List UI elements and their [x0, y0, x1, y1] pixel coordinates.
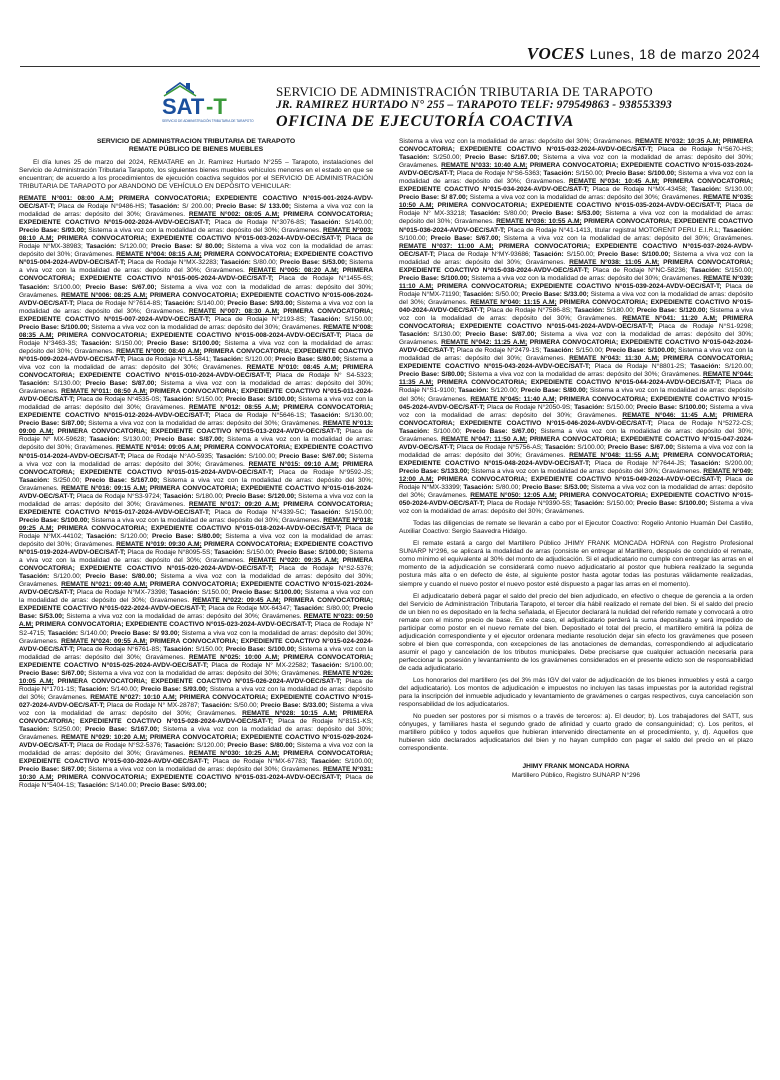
masthead	[527, 44, 760, 64]
notice-intro: El día lunes 25 de marzo del 2024, REMATARE en Jr. Ramírez Hurtado N°255 – Tarapoto, instalaciones del Servicio de Administración Tributaria Tarapoto, los siguientes bienes muebles vehículos menores en el estado en que se encuentran; de acuerdo a los procedimientos de ejecución coactiva seguidos por el SERVICIO DE ADMINISTRACIÓN TRIBUTARIA DE TARAPOTO por ABANDONO DE VEHÍCULO EN DEPÓSITO VEHICULAR:	[19, 158, 373, 190]
sat-t-logo	[160, 80, 278, 126]
org-address: JR. RAMIREZ HURTADO N° 255 – TARAPOTO TELF: 979549863 - 938553393	[276, 99, 672, 111]
notice-title-line1: SERVICIO DE ADMINISTRACIÓN TRIBUTARIA DE TARAPOTO	[96, 138, 296, 145]
org-name: SERVICIO DE ADMINISTRACIÓN TRIBUTARIA DE TARAPOTO	[276, 84, 653, 99]
honorarios-paragraph: Los honorarios del martillero (es del 3% más IGV del valor de adjudicación de los bienes inmuebles y está a cargo del adjudicatario). Los montos de adjudicación e impuestos no incluyen las tasas impuestas por la autoridad registral para la inscripción del inmueble adjudicado y levantamiento de gravámenes o cargas respectivos, cuya cancelación son responsabilidad de los adjudicatarios.	[399, 677, 753, 709]
signature-block	[399, 763, 753, 779]
notice-column-left	[19, 138, 373, 1073]
notice-title	[19, 138, 373, 155]
remates-list-part1: REMATE N°001: 08:00 A.M; PRIMERA CONVOCATORIA; EXPEDIENTE COACTIVO N°015-001-2024-AVDV-OEC/SAT-T; Placa de Rodaje N°9486-HS; Tasación: S/ 200.00; Precio Base: S/ 133.00; Sistema a viva voz con la modalidad de arras: depósito del 30%; Gravámenes. REMATE N°002: 08:05 A.M; PRIMERA CONVOCATORIA; EXPEDIENTE COACTIVO N°015-002-2024-AVDV-OEC/SAT-T; Placa de Rodaje N°3076-8S; Tasación: S/140.00; Precio Base: S/93.00; Sistema a viva voz con la modalidad de arras: depósito del 30%; Gravámenes. REMATE N°003: 08:10 A.M; PRIMERA CONVOCATORIA; EXPEDIENTE COACTIVO N°015-003-2024-AVDV-OEC/SAT-T; Placa de Rodaje N°MX-38983; Tasación: S/120.00; Precio Base: S/ 80.00; Sistema a viva voz con la modalidad de arras: depósito del 30%; Gravámenes. REMATE N°004: 08:15 A.M; PRIMERA CONVOCATORIA; EXPEDIENTE COACTIVO N°015-004-2024-AVDV-OEC/SAT-T; Placa de Rodaje N°MX-32283; Tasación: S/80.00; Precio Base: S/53.00; Sistema a viva voz con la modalidad de arras: depósito del 30%; Gravámenes. REMATE N°005: 08:20 A.M; PRIMERA CONVOCATORIA; EXPEDIENTE COACTIVO N°015-005-2024-AVDV-OEC/SAT-T; Placa de Rodaje N°1455-6S; Tasación: S/100.00; Precio Base: S/67.00; Sistema a viva voz con la modalidad de arras: depósito del 30%; Gravámenes. REMATE N°006: 08:25 A.M; PRIMERA CONVOCATORIA; EXPEDIENTE COACTIVO N°015-006-2024-AVDV-OEC/SAT-T; Placa de Rodaje N°7614-8S; Tasación: S/140.00; Precio Base: S/93.00; Sistema a viva voz con la modalidad de arras: depósito del 30%; Gravámenes. REMATE N°007: 08:30 A.M; PRIMERA CONVOCATORIA; EXPEDIENTE COACTIVO N°015-007-2024-AVDV-OEC/SAT-T; Placa de Rodaje N°2193-8S; Tasación: S/150.00; Precio Base: S/100.00; Sistema a viva voz con la modalidad de arras: depósito del 30%; Gravámenes. REMATE N°008: 08:35 A.M; PRIMERA CONVOCATORIA; EXPEDIENTE COACTIVO N°015-008-2024-AVDV-OEC/SAT-T; Placa de Rodaje N°3463-3S; Tasación: S/150.00; Precio Base: S/100.00; Sistema a viva voz con la modalidad de arras: depósito del 30%; Gravámenes. REMATE N°009: 08:40 A.M; PRIMERA CONVOCATORIA; EXPEDIENTE COACTIVO N°015-009-2024-AVDV-OEC/SAT-T; Placa de Rodaje N°L1-5841; Tasación: S/120.00; Precio Base: S/80.00; Sistema a viva voz con la modalidad de arras: depósito del 30%; Gravámenes. REMATE N°010: 08:45 A.M; PRIMERA CONVOCATORIA; EXPEDIENTE COACTIVO N°015-010-2024-AVDV-OEC/SAT-T; Placa de Rodaje N° S4-5323; Tasación: S/130.00; Precio Base: S/87.00; Sistema a viva voz con la modalidad de arras: depósito del 30%; Gravámenes. REMATE N°011: 08:50 A.M; PRIMERA CONVOCATORIA; EXPEDIENTE COACTIVO N°015-011-2024-AVDV-OEC/SAT-T; Placa de Rodaje N°4535-0S; Tasación: S/150.00; Precio Base: S/100.00; Sistema a viva voz con la modalidad de arras: depósito del 30%; Gravámenes. REMATE N°012: 08:55 A.M; PRIMERA CONVOCATORIA; EXPEDIENTE COACTIVO N°015-012-2024-AVDV-OEC/SAT-T; Placa de Rodaje N°5646-1S; Tasación: S/130.00; Precio Base: S/87.00; Sistema a viva voz con la modalidad de arras: depósito del 30%; Gravámenes. REMATE N°013: 09:00 A.M; PRIMERA CONVOCATORIA; EXPEDIENTE COACTIVO N°015-013-2024-AVDV-OEC/SAT-T; Placa de Rodaje N° MX-59628; Tasación: S/130.00; Precio Base: S/87.00; Sistema a viva voz con la modalidad de arras: depósito del 30%; Gravámenes. REMATE N°014: 09:05 A.M; PRIMERA CONVOCATORIA; EXPEDIENTE COACTIVO N°015-014-2024-AVDV-OEC/SAT-T; Placa de Rodaje N°A0-5935; Tasación: S/100.00; Precio Base: S/67.00; Sistema a viva voz con la modalidad de arras: depósito del 30%; Gravámenes. REMATE N°015: 09:10 A.M; PRIMERA CONVOCATORIA; EXPEDIENTE COACTIVO N°015-015-2024-AVDV-OEC/SAT-T; Placa de Rodaje N°9592-JS; Tasación: S/250.00; Precio Base: S/167.00; Sistema a viva voz con la modalidad de arras: depósito del 30%; Gravámenes. REMATE N°016: 09:15 A.M; PRIMERA CONVOCATORIA; EXPEDIENTE COACTIVO N°015-016-2024-AVDV-OEC/SAT-T; Placa de Rodaje N°S3-9724; Tasación: S/180.00; Precio Base: S/120.00; Sistema a viva voz con la modalidad de arras: depósito del 30%; Gravámenes. REMATE N°017: 09:20 A.M; PRIMERA CONVOCATORIA; EXPEDIENTE COACTIVO N°015-017-2024-AVDV-OEC/SAT-T; Placa de Rodaje N°4339-5C; Tasación: S/150.00; Precio Base: S/100.00; Sistema a viva voz con la modalidad de arras: depósito del 30%; Gravámenes. REMATE N°018: 09:25 A.M; PRIMERA CONVOCATORIA; EXPEDIENTE COACTIVO N°015-018-2024-AVDV-OEC/SAT-T; Placa de Rodaje N°MX-44102; Tasación: S/120.00; Precio Base: S/80.00; Sistema a viva voz con la modalidad de arras: depósito del 30%; Gravámenes. REMATE N°019: 09:30 A.M; PRIMERA CONVOCATORIA; EXPEDIENTE COACTIVO N°015-019-2024-AVDV-OEC/SAT-T; Placa de Rodaje N°8095-5S; Tasación: S/150.00; Precio Base: S/100.00; Sistema a viva voz con la modalidad de arras: depósito del 30%; Gravámenes. REMATE N°020: 09:35 A.M; PRIMERA CONVOCATORIA; EXPEDIENTE COACTIVO N°015-020-2024-AVDV-OEC/SAT-T; Placa de Rodaje N°S2-5376; Tasación: S/120.00; Precio Base: S/80.00; Sistema a viva voz con la modalidad de arras: depósito del 30%; Gravámenes. REMATE N°021: 09:40 A.M; PRIMERA CONVOCATORIA; EXPEDIENTE COACTIVO N°015-021-2024-AVDV-OEC/SAT-T; Placa de Rodaje N°MX-73398; Tasación: S/150.00; Precio Base: S/100.00; Sistema a viva voz con la modalidad de arras: depósito del 30%; Gravámenes. REMATE N°022: 09:45 A.M; PRIMERA CONVOCATORIA; EXPEDIENTE COACTIVO N°015-022-2024-AVDV-OEC/SAT-T; Placa de Rodaje MX-64347; Tasación: S/80.00; Precio Base: S/53.00; Sistema a viva voz con la modalidad de arras: depósito del 30%; Gravámenes. REMATE N°023: 09:50 A.M; PRIMERA CONVOCATORIA; EXPEDIENTE COACTIVO N°015-023-2024-AVDV-OEC/SAT-T; Placa de Rodaje N° S2-4715; Tasación: S/140.00; Precio Base: S/ 93.00; Sistema a viva voz con la modalidad de arras: depósito del 30%; Gravámenes. REMATE N°024: 09:55 A.M; PRIMERA CONVOCATORIA; EXPEDIENTE COACTIVO N°015-024-2024-AVDV-OEC/SAT-T; Placa de Rodaje N°6761-8S; Tasación: S/150.00; Precio Base: S/100.00; Sistema a viva voz con la modalidad de arras: depósito del 30%; Gravámenes. REMATE N°025: 10:00 A.M; PRIMERA CONVOCATORIA; EXPEDIENTE COACTIVO N°015-025-2024-AVDV-OEC/SAT-T; Placa de Rodaje N° MX-22582; Tasación: S/100.00; Precio Base: S/67.00; Sistema a viva voz con la modalidad de arras: depósito del 30%; Gravámenes. REMATE N°026: 10:05 A.M; PRIMERA CONVOCATORIA; EXPEDIENTE COACTIVO N°015-026-2024-AVDV-OEC/SAT-T; Placa de Rodaje N°1701-1S; Tasación: S/140.00; Precio Base: S/93.00; Sistema a viva voz con la modalidad de arras: depósito del 30%; Gravámenes. REMATE N°027: 10:10 A.M; PRIMERA CONVOCATORIA; EXPEDIENTE COACTIVO N°015-027-2024-AVDV-OEC/SAT-T; Placa de Rodaje N° MX-28787; Tasación: S/50.00; Precio Base: S/33.00; Sistema a viva voz con la modalidad de arras: depósito del 30%; Gravámenes. REMATE N°028: 10:15 A.M; PRIMERA CONVOCATORIA; EXPEDIENTE COACTIVO N°015-028-2024-AVDV-OEC/SAT-T; Placa de Rodaje N°8151-KS; Tasación: S/250.00; Precio Base: S/167.00; Sistema a viva voz con la modalidad de arras: depósito del 30%; Gravámenes. REMATE N°029: 10:20 A.M; PRIMERA CONVOCATORIA; EXPEDIENTE COACTIVO N°015-029-2024-AVDV-OEC/SAT-T; Placa de Rodaje N°S2-5376; Tasación: S/120.00; Precio Base: S/80.00; Sistema a viva voz con la modalidad de arras: depósito del 30%; Gravámenes. REMATE N°030: 10:25 A.M; PRIMERA CONVOCATORIA; EXPEDIENTE COACTIVO N°015-030-2024-AVDV-OEC/SAT-T; Placa de Rodaje N°MX-67783; Tasación: S/100.00; Precio Base: S/67.00; Sistema a viva voz con la modalidad de arras: depósito del 30%; Gravámenes. REMATE N°031: 10:30 A.M; PRIMERA CONVOCATORIA; EXPEDIENTE COACTIVO N°015-031-2024-AVDV-OEC/SAT-T; Placa de Rodaje N°5404-1S; Tasación: S/140.00; Precio Base: S/93.00;	[19, 195, 373, 790]
office-title: OFICINA DE EJECUTORÍA COACTIVA	[276, 113, 574, 130]
signature-role: Martillero Público, Registro SUNARP N°296	[511, 771, 641, 779]
masthead-rule	[20, 66, 760, 67]
postores-paragraph: No pueden ser postores por si mismos o a través de terceros: a). El deudor; b). Los trabajadores del SATT, sus cónyuges, y familiares hasta el segundo grado de afinidad y cuarto grado de consanguinidad; c). Los peritos, el martillero público y todos aquellos que hubieran intervenido directamente en el procedimiento, y, d). Aquellos que hubieren sido declarados adjudicatarios del bien y no hayan cumplido con pagar el saldo del precio en el plazo correspondiente.	[399, 713, 753, 753]
notice-title-line2: REMATE PÚBLICO DE BIENES MUEBLES	[128, 146, 264, 154]
paper-name: VOCES	[526, 44, 585, 63]
top-margin	[20, 6, 765, 44]
martillero-paragraph: El remate estará a cargo del Martillero Público JHIMY FRANK MONCADA HORNA con Registro Profesional SUNARP N°296, se aplicará la modalidad de arras (consiste en entregar al Martillero, después de concluido el remate, como mínimo el equivalente al 30% del monto de adjudicación. Si el adjudicatario no cumple con entregar las arras en el momento de la adjudicación se considerará como nuevo adjudicatario al postor que hubiera realizado la segunda postura más alta o en defecto de éste, al siguiente postor hasta agotar todas las posturas válidamente realizadas, siempre y cuando el nuevo postor el nuevo postor esté dispuesto a pagar las arras en el momento).	[399, 540, 753, 588]
svg-text:SAT: SAT	[162, 94, 205, 119]
diligencias-paragraph: Todas las diligencias de remate se llevarán a cabo por el Ejecutor Coactivo: Rogelio Antonio Huamán Del Castillo, Auxiliar Coactivo: Sergio Saavedra Hidalgo.	[399, 520, 753, 536]
adjudicatario-paragraph: El adjudicatario deberá pagar el saldo del precio del bien adjudicado, en efectivo o cheque de gerencia a la orden del Servicio de Administración Tributaria Tarapoto, el tercer día hábil realizado el remate del bien. Si el saldo del precio de un bien no es depositado en la fecha señalada, el Ejecutor declarará la nulidad del referido remate y convocará a otro remate con el mismo precio de base. En este caso, el adjudicatario perderá la suma depositada y será impedido de participar como postor en el nuevo remate del bien. Depositado el total del precio, el martillero emitirá la póliza de adjudicación correspondiente y el ejecutor ordenara mediante resolución dejar sin efecto los gravámenes que poseen sobre el bien que corresponda, con excepciones de las anotaciones de demandas, correspondiendo al adjudicatario asumir el pago y cancelación de los tributos municipales. Debe precisarse que cualquier actuación necesaria para perfeccionar la posesión y levantamiento de los gravámenes considerados en el presente edicto son de responsabilidad de cada adjudicatario.	[399, 592, 753, 672]
issue-date: Lunes, 18 de marzo 2024	[589, 46, 760, 62]
signature-name: JHIMY FRANK MONCADA HORNA	[522, 763, 630, 771]
notice-column-right	[399, 138, 753, 1073]
svg-text:-T: -T	[206, 94, 227, 119]
remates-list-part2: Sistema a viva voz con la modalidad de arras: depósito del 30%; Gravámenes. REMATE N°032: 10:35 A.M; PRIMERA CONVOCATORIA; EXPEDIENTE COACTIVO N°015-032-2024-AVDV-OEC/SAT-T; Placa de Rodaje N°5670-HS; Tasación: S/250.00; Precio Base: S/167.00; Sistema a viva voz con la modalidad de arras: depósito del 30%; Gravámenes. REMATE N°033: 10:40 A.M; PRIMERA CONVOCATORIA; EXPEDIENTE COACTIVO N°015-033-2024-AVDV-OEC/SAT-T; Placa de Rodaje N°S6-5363; Tasación: S/150.00; Precio Base: S/100.00; Sistema a viva voz con la modalidad de arras: depósito del 30%; Gravámenes. REMATE N°034: 10:45 A.M; PRIMERA CONVOCATORIA; EXPEDIENTE COACTIVO N°015-034-2024-AVDV-OEC/SAT-T; Placa de Rodaje N°MX-43458; Tasación: S/130.00; Precio Base: S/ 87.00; Sistema a viva voz con la modalidad de arras: depósito del 30%; Gravámenes. REMATE N°035: 10:50 A.M; PRIMERA CONVOCATORIA; EXPEDIENTE COACTIVO N°015-035-2024-AVDV-OEC/SAT-T; Placa de Rodaje N° MX-33218; Tasación: S/80.00; Precio Base: S/53.00; Sistema a viva voz con la modalidad de arras: depósito del 30%; Gravámenes. REMATE N°036: 10:55 A.M; PRIMERA CONVOCATORIA; EXPEDIENTE COACTIVO N°015-036-2024-AVDV-OEC/SAT-T; Placa de Rodaje N°41-1413, titular registral MOTORENT PERU E.I.R.L; Tasación: S/100.00; Precio Base: S/67.00; Sistema a viva voz con la modalidad de arras: depósito del 30%; Gravámenes. REMATE N°037: 11:00 A.M; PRIMERA CONVOCATORIA; EXPEDIENTE COACTIVO N°015-037-2024-AVDV-OEC/SAT-T; Placa de Rodaje N°MY-93686; Tasación: S/150.00; Precio Base: S/100.00; Sistema a viva voz con la modalidad de arras: depósito del 30%; Gravámenes. REMATE N°038: 11:05 A.M; PRIMERA CONVOCATORIA; EXPEDIENTE COACTIVO N°015-038-2024-AVDV-OEC/SAT-T; Placa de Rodaje N°NC-58236; Tasación: S/150.00; Precio Base: S/100.00; Sistema a viva voz con la modalidad de arras: depósito del 30%; Gravámenes. REMATE N°039: 11:10 A.M; PRIMERA CONVOCATORIA; EXPEDIENTE COACTIVO N°015-039-2024-AVDV-OEC/SAT-T; Placa de Rodaje N°MX-71190; Tasación: S/50.00; Precio Base: S/33.00; Sistema a viva voz con la modalidad de arras: depósito del 30%; Gravámenes. REMATE N°040: 11:15 A.M; PRIMERA CONVOCATORIA; EXPEDIENTE COACTIVO N°015-040-2024-AVDV-OEC/SAT-T; Placa de Rodaje N°7586-8S; Tasación: S/180.00; Precio Base: S/120.00; Sistema a viva voz con la modalidad de arras: depósito del 30%; Gravámenes. REMATE N°041: 11:20 A.M; PRIMERA CONVOCATORIA; EXPEDIENTE COACTIVO N°015-041-2024-AVDV-OEC/SAT-T; Placa de Rodaje N°S1-9298; Tasación: S/130.00; Precio Base: S/87.00; Sistema a viva voz con la modalidad de arras: depósito del 30%; Gravámenes. REMATE N°042: 11:25 A.M; PRIMERA CONVOCATORIA; EXPEDIENTE COACTIVO N°015-042-2024-AVDV-OEC/SAT-T; Placa de Rodaje N°2479-1S; Tasación: S/150.00; Precio Base: S/100.00; Sistema a viva voz con la modalidad de arras: depósito del 30%; Gravámenes. REMATE N°043: 11:30 A.M; PRIMERA CONVOCATORIA; EXPEDIENTE COACTIVO N°015-043-2024-AVDV-OEC/SAT-T; Placa de Rodaje N°8801-2S; Tasación: S/120.00; Precio Base: S/80.00; Sistema a viva voz con la modalidad de arras: depósito del 30%; Gravámenes. REMATE N°044: 11:35 A.M; PRIMERA CONVOCATORIA; EXPEDIENTE COACTIVO N°015-044-2024-AVDV-OEC/SAT-T; Placa de Rodaje N°S1-9100; Tasación: S/120.00; Precio Base: S/80.00; Sistema a viva voz con la modalidad de arras: depósito del 30%; Gravámenes. REMATE N°045: 11:40 A.M; PRIMERA CONVOCATORIA; EXPEDIENTE COACTIVO N°015-045-2024-AVDV-OEC/SAT-T; Placa de Rodaje N°2050-9S; Tasación: S/150.00; Precio Base: S/100.00; Sistema a viva voz con la modalidad de arras: depósito del 30%; Gravámenes. REMATE N°046: 11:45 A.M; PRIMERA CONVOCATORIA; EXPEDIENTE COACTIVO N°015-046-2024-AVDV-OEC/SAT-T; Placa de Rodaje N°5272-CS; Tasación: S/100.00; Precio Base: S/67.00; Sistema a viva voz con la modalidad de arras: depósito del 30%; Gravámenes. REMATE N°047: 11:50 A.M; PRIMERA CONVOCATORIA; EXPEDIENTE COACTIVO N°015-047-2024-AVDV-OEC/SAT-T; Placa de Rodaje N°5756-AS; Tasación: S/100.00; Precio Base: S/67.00; Sistema a viva voz con la modalidad de arras: depósito del 30%; Gravámenes. REMATE N°048: 11:55 A.M; PRIMERA CONVOCATORIA; EXPEDIENTE COACTIVO N°015-048-2024-AVDV-OEC/SAT-T; Placa de Rodaje N°7644-JS; Tasación: S/200.00; Precio Base: S/133.00; Sistema a viva voz con la modalidad de arras: depósito del 30%; Gravámenes. REMATE N°049: 12:00 A.M; PRIMERA CONVOCATORIA; EXPEDIENTE COACTIVO N°015-049-2024-AVDV-OEC/SAT-T; Placa de Rodaje N°MX-33399; Tasación: S/80.00; Precio Base: S/53.00; Sistema a viva voz con la modalidad de arras: depósito del 30%; Gravámenes. REMATE N°050: 12:05 A.M; PRIMERA CONVOCATORIA; EXPEDIENTE COACTIVO N°015-050-2024-AVDV-OEC/SAT-T; Placa de Rodaje N°9390-5S; Tasación: S/150.00; Precio Base: S/100.00; Sistema a viva voz con la modalidad de arras: depósito del 30%; Gravámenes.	[399, 138, 753, 516]
svg-text:SERVICIO DE ADMINISTRACIÓN TRI: SERVICIO DE ADMINISTRACIÓN TRIBUTARIA DE TARAPOTO	[162, 119, 254, 123]
